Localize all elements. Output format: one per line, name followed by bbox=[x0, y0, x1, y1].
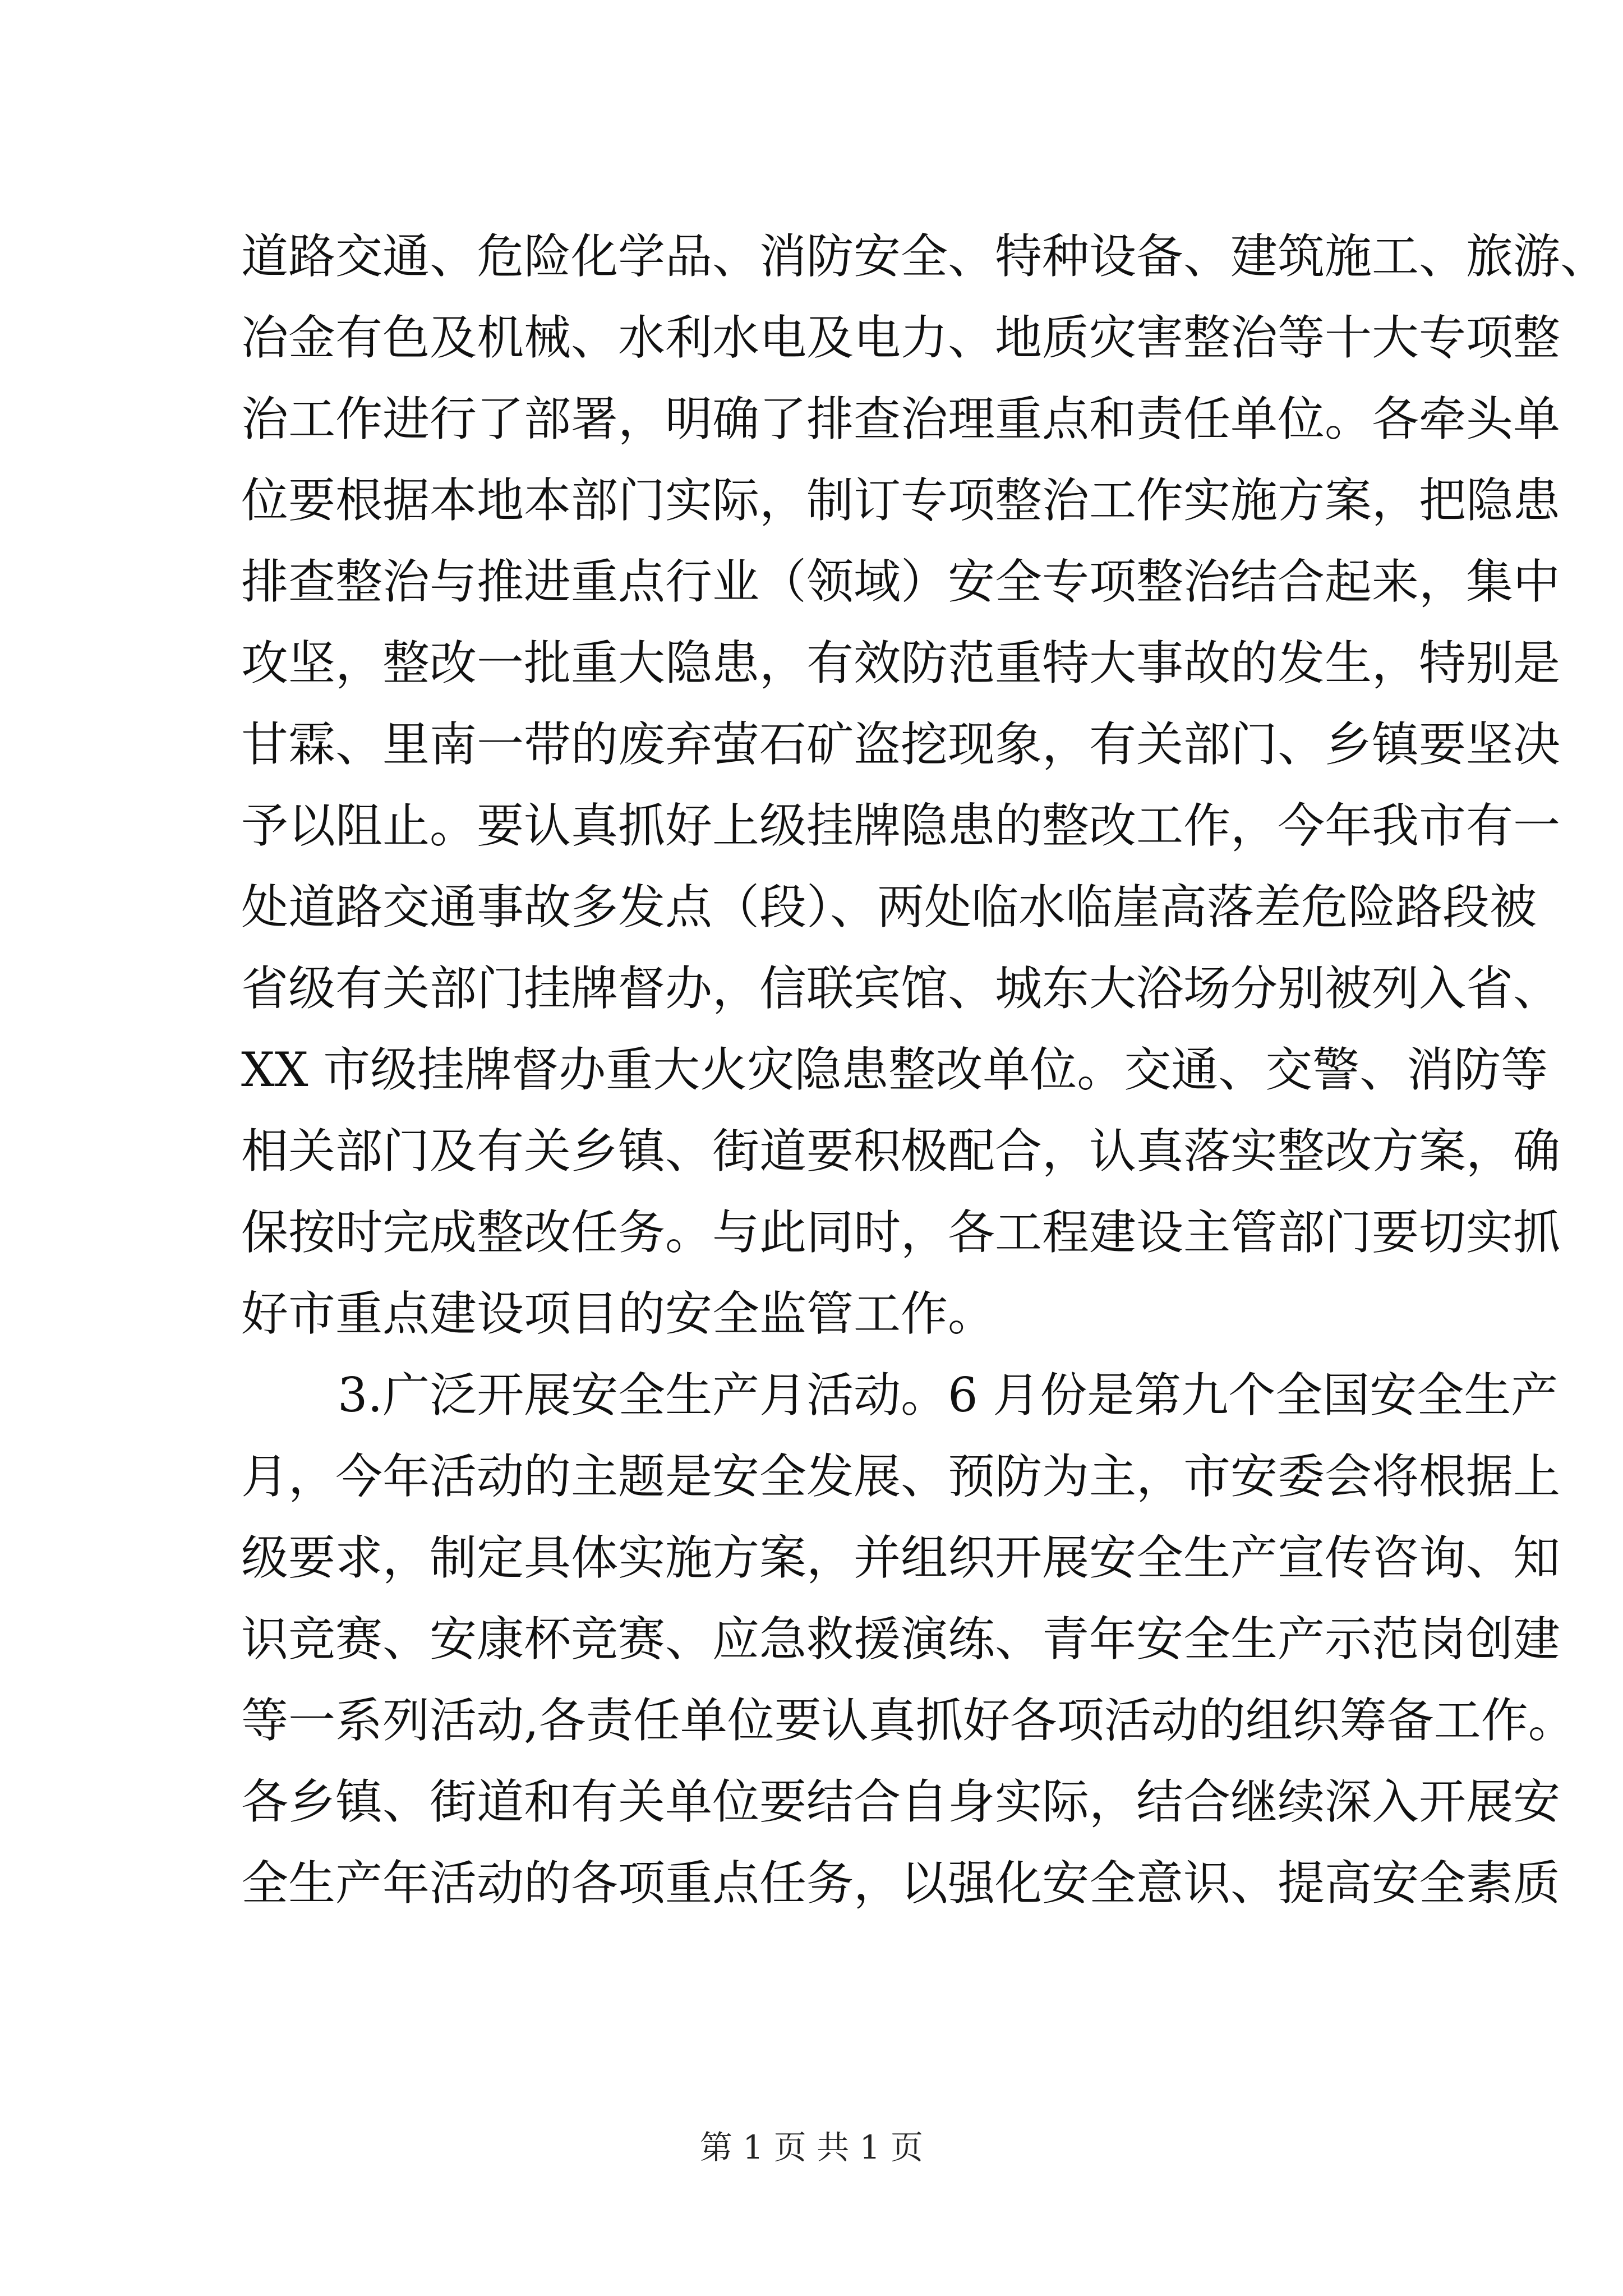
paragraph-start-line: 3.广泛开展安全生产月活动。6 月份是第九个全国安全生产 bbox=[338, 1368, 1559, 1423]
text-line: 全生产年活动的各项重点任务，以强化安全意识、提高安全素质 bbox=[241, 1856, 1561, 1911]
text-line: 相关部门及有关乡镇、街道要积极配合，认真落实整改方案，确 bbox=[241, 1124, 1561, 1179]
text-line: 冶金有色及机械、水利水电及电力、地质灾害整治等十大专项整 bbox=[241, 310, 1561, 365]
text-line: 好市重点建设项目的安全监管工作。 bbox=[241, 1286, 995, 1341]
text-line: 各乡镇、街道和有关单位要结合自身实际，结合继续深入开展安 bbox=[241, 1774, 1561, 1829]
document-body bbox=[241, 216, 1608, 1924]
text-line: 甘霖、里南一带的废弃萤石矿盗挖现象，有关部门、乡镇要坚决 bbox=[241, 717, 1561, 772]
text-line: 省级有关部门挂牌督办，信联宾馆、城东大浴场分别被列入省、 bbox=[241, 961, 1561, 1016]
text-line: 治工作进行了部署，明确了排查治理重点和责任单位。各牵头单 bbox=[241, 392, 1561, 447]
text-line: 级要求，制定具体实施方案，并组织开展安全生产宣传咨询、知 bbox=[241, 1530, 1561, 1585]
text-line: 保按时完成整改任务。与此同时，各工程建设主管部门要切实抓 bbox=[241, 1205, 1561, 1260]
text-line: 道路交通、危险化学品、消防安全、特种设备、建筑施工、旅游、 bbox=[241, 229, 1608, 284]
text-line: 处道路交通事故多发点（段）、两处临水临崖高落差危险路段被 bbox=[241, 880, 1537, 935]
page-footer: 第 1 页 共 1 页 bbox=[700, 2128, 923, 2166]
text-line: 等一系列活动,各责任单位要认真抓好各项活动的组织筹备工作。 bbox=[241, 1693, 1575, 1748]
text-line: 月，今年活动的主题是安全发展、预防为主，市安委会将根据上 bbox=[241, 1449, 1561, 1504]
text-line: XX 市级挂牌督办重大火灾隐患整改单位。交通、交警、消防等 bbox=[241, 1042, 1548, 1097]
text-line: 攻坚，整改一批重大隐患，有效防范重特大事故的发生，特别是 bbox=[241, 636, 1561, 691]
text-line: 排查整治与推进重点行业（领域）安全专项整治结合起来，集中 bbox=[241, 554, 1561, 609]
text-line: 识竞赛、安康杯竞赛、应急救援演练、青年安全生产示范岗创建 bbox=[241, 1612, 1561, 1667]
text-line: 位要根据本地本部门实际，制订专项整治工作实施方案，把隐患 bbox=[241, 473, 1561, 528]
text-line: 予以阻止。要认真抓好上级挂牌隐患的整改工作，今年我市有一 bbox=[241, 798, 1561, 853]
